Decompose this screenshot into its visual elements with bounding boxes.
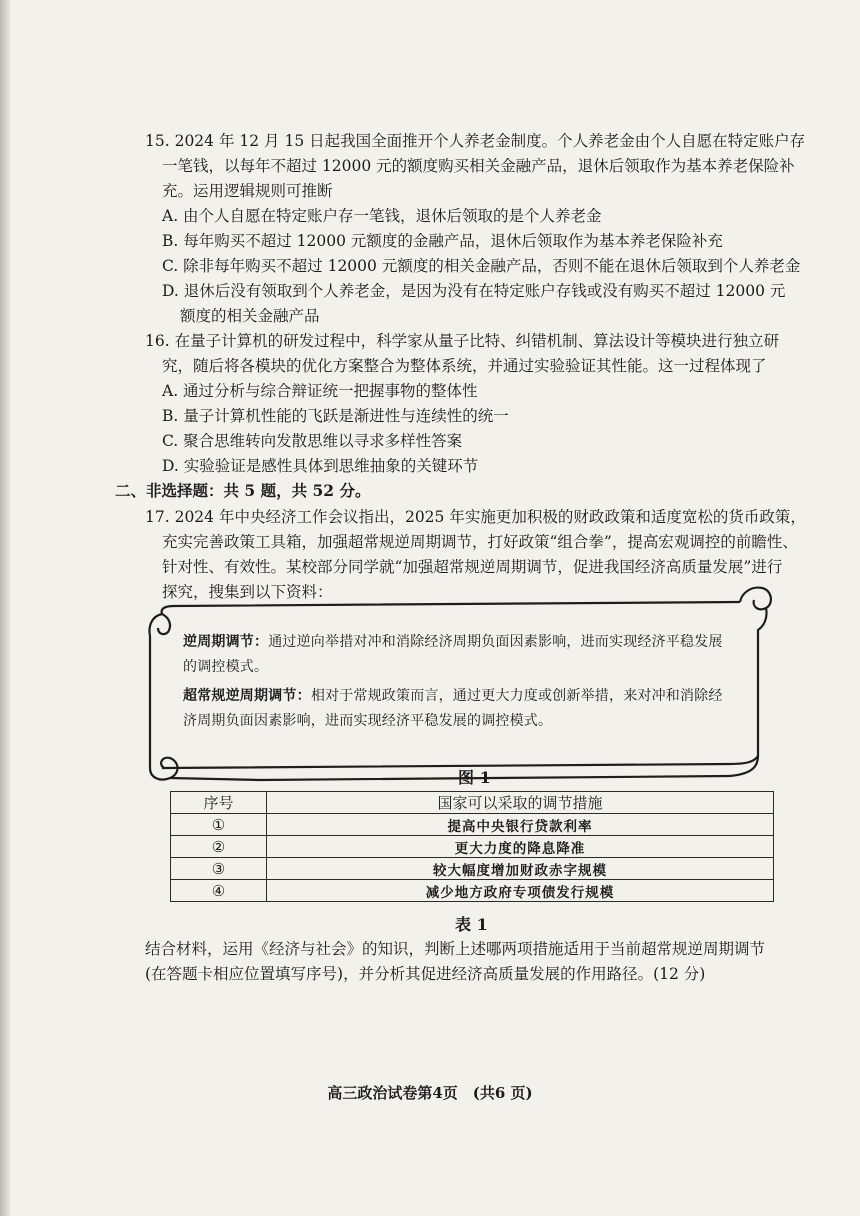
table-cell-measure: 更大力度的降息降准	[267, 836, 774, 858]
definition-2-line-2: 济周期负面因素影响，进而实现经济平稳发展的调控模式。	[183, 713, 553, 729]
q15-option-d: D. 退休后没有领取到个人养老金，是因为没有在特定账户存钱或没有购买不超过 12000 元	[162, 282, 786, 300]
q17-stem-line-3: 针对性、有效性。某校部分同学就“加强超常规逆周期调节，促进我国经济高质量发展”进行	[162, 558, 783, 576]
q16-option-b: B. 量子计算机性能的飞跃是渐进性与连续性的统一	[162, 407, 509, 425]
q16-option-a: A. 通过分析与综合辩证统一把握事物的整体性	[162, 382, 478, 400]
table-cell-number: ④	[171, 880, 267, 902]
page-footer: 高三政治试卷第4页 (共6 页)	[327, 1084, 533, 1102]
q15-option-c: C. 除非每年购买不超过 12000 元额度的相关金融产品，否则不能在退休后领取到个人养老金	[162, 257, 801, 275]
table-cell-number: ②	[171, 836, 267, 858]
table-cell-measure: 较大幅度增加财政赤字规模	[267, 858, 774, 880]
table-header-number: 序号	[171, 792, 267, 814]
section-2-heading: 二、非选择题：共 5 题，共 52 分。	[115, 481, 371, 500]
definition-2-text: 相对于常规政策而言，通过更大力度或创新举措，来对冲和消除经	[310, 688, 723, 704]
figure-1-caption: 图 1	[458, 768, 491, 787]
table-1-caption: 表 1	[455, 915, 488, 934]
q15-stem-line-3: 充。运用逻辑规则可推断	[162, 182, 333, 200]
table-cell-number: ③	[171, 858, 267, 880]
q17-stem-line-1: 17. 2024 年中央经济工作会议指出，2025 年实施更加积极的财政政策和适度宽松的货币政策，	[145, 508, 806, 526]
q16-option-d: D. 实验验证是感性具体到思维抽象的关键环节	[162, 457, 479, 475]
table-row	[171, 814, 774, 836]
definition-2-line-1	[183, 684, 723, 708]
table-header-measure: 国家可以采取的调节措施	[267, 792, 774, 814]
q16-stem-line-2: 究，随后将各模块的优化方案整合为整体系统，并通过实验验证其性能。这一过程体现了	[162, 357, 767, 375]
q17-question-line-2: (在答题卡相应位置填写序号)，并分析其促进经济高质量发展的作用路径。(12 分)	[145, 965, 706, 983]
definition-1-line-2: 的调控模式。	[183, 659, 269, 675]
table-row	[171, 836, 774, 858]
q15-stem-line-2: 一笔钱，以每年不超过 12000 元的额度购买相关金融产品，退休后领取作为基本养老保险补	[162, 157, 795, 175]
definition-1-term: 逆周期调节：	[183, 634, 269, 650]
table-row	[171, 880, 774, 902]
q16-option-c: C. 聚合思维转向发散思维以寻求多样性答案	[162, 432, 463, 450]
scroll-figure-frame	[140, 578, 780, 786]
table-cell-measure: 提高中央银行贷款利率	[267, 814, 774, 836]
definition-1-text: 通过逆向举措对冲和消除经济周期负面因素影响，进而实现经济平稳发展	[268, 634, 723, 650]
definition-1-line-1	[183, 630, 723, 654]
table-cell-number: ①	[171, 814, 267, 836]
table-row	[171, 858, 774, 880]
q15-option-b: B. 每年购买不超过 12000 元额度的金融产品，退休后领取作为基本养老保险补充	[162, 232, 723, 250]
definition-2-term: 超常规逆周期调节：	[183, 688, 311, 704]
table-header-row	[171, 792, 774, 814]
q15-stem-line-1: 15. 2024 年 12 月 15 日起我国全面推开个人养老金制度。个人养老金由个人自愿在特定账户存	[145, 132, 806, 150]
q15-option-a: A. 由个人自愿在特定账户存一笔钱，退休后领取的是个人养老金	[162, 207, 602, 225]
q17-stem-line-2: 充实完善政策工具箱，加强超常规逆周期调节，打好政策“组合拳”，提高宏观调控的前瞻性、	[162, 533, 798, 551]
measures-table	[170, 791, 774, 902]
q17-stem-line-4: 探究，搜集到以下资料：	[162, 583, 333, 601]
q15-option-d-cont: 额度的相关金融产品	[180, 307, 320, 325]
q17-question-line-1: 结合材料，运用《经济与社会》的知识，判断上述哪两项措施适用于当前超常规逆周期调节	[145, 940, 766, 958]
q16-stem-line-1: 16. 在量子计算机的研发过程中，科学家从量子比特、纠错机制、算法设计等模块进行独立研	[145, 332, 780, 350]
table-cell-measure: 减少地方政府专项债发行规模	[267, 880, 774, 902]
